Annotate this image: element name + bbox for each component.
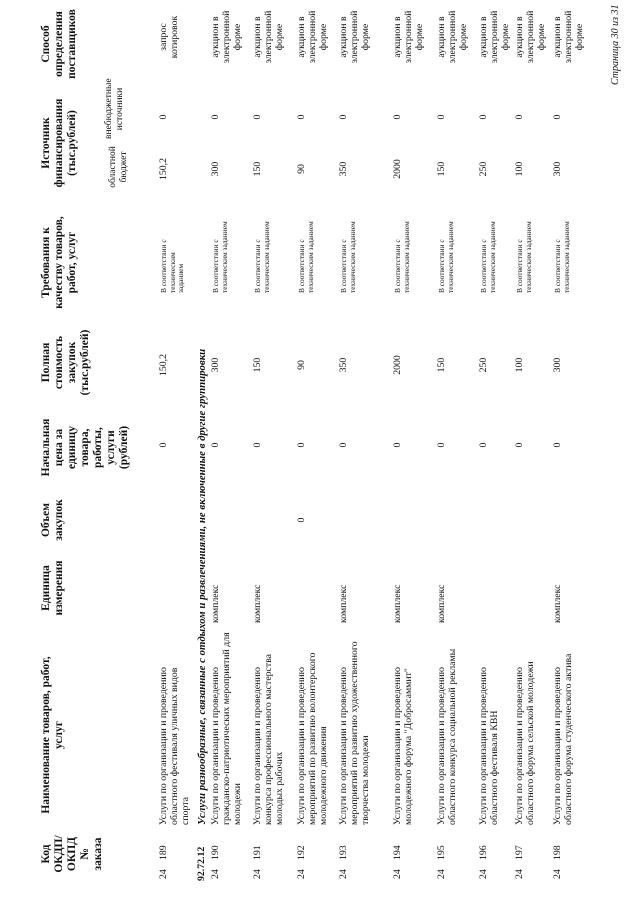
row-code: 24: [252, 869, 263, 879]
header-code: Код ОКДП/ ОКПД № заказа: [40, 835, 104, 873]
row-num: 190: [210, 845, 221, 860]
row-req: В соответствии с техническим заданием: [553, 221, 571, 293]
row-price: 0: [392, 442, 403, 448]
row-code: 24: [210, 869, 221, 879]
row-volume: 0: [296, 517, 307, 523]
row-req: В соответствии с техническим заданием: [393, 221, 411, 293]
row-fin-b: 0: [436, 114, 447, 120]
row-name: Услуги по организации и проведению областного фестиваля уличных видов спорта: [158, 667, 192, 825]
row-method: аукцион в электронной форме: [478, 10, 512, 64]
row-unit: комплекс: [552, 584, 563, 623]
row-method: аукцион в электронной форме: [552, 10, 586, 64]
row-code: 24: [552, 869, 563, 879]
row-fin-b: 0: [252, 114, 263, 120]
row-method: аукцион в электронной форме: [296, 10, 330, 64]
row-num: 198: [552, 845, 563, 860]
row-name: Услуги по организации и проведению областного фестиваля КВН: [478, 667, 501, 825]
row-req: В соответствии с техническим заданием: [253, 221, 271, 293]
row-code: 24: [514, 869, 525, 879]
row-total: 150: [436, 357, 447, 373]
row-method: запрос котировок: [158, 15, 181, 59]
header-name: Наименование товаров, работ, услуг: [40, 656, 65, 814]
row-num: 194: [392, 845, 403, 860]
row-req: В соответствии с техническим заданием: [339, 221, 357, 293]
row-fin-b: 0: [158, 114, 169, 120]
row-req: В соответствии с техническим заданием: [159, 239, 186, 293]
row-total: 100: [514, 357, 525, 373]
row-unit: комплекс: [210, 584, 221, 623]
row-fin-a: 300: [210, 161, 221, 177]
row-req: В соответствии с техническим заданием: [297, 221, 315, 293]
row-num: 193: [338, 845, 349, 860]
row-total: 350: [338, 357, 349, 373]
row-price: 0: [210, 442, 221, 448]
row-fin-b: 0: [210, 114, 221, 120]
header-fin-a: областной бюджет: [108, 146, 129, 188]
row-name: Услуги по организации и проведению областного форума сельской молодежи: [514, 661, 537, 825]
row-num: 191: [252, 845, 263, 860]
header-unit: Единица измерения: [40, 560, 65, 616]
row-code: 24: [436, 869, 447, 879]
header-req: Требования к качеству товаров, работ, услуг: [40, 216, 78, 309]
row-code: 24: [478, 869, 489, 879]
row-method: аукцион в электронной форме: [392, 10, 426, 64]
row-fin-a: 150: [252, 161, 263, 177]
row-num: 192: [296, 845, 307, 860]
row-unit: комплекс: [392, 584, 403, 623]
row-name: Услуги по организации и проведению мероприятий по развитию волонтерского молодежного движения: [296, 652, 330, 825]
row-method: аукцион в электронной форме: [436, 10, 470, 64]
row-code: 24: [296, 869, 307, 879]
row-method: аукцион в электронной форме: [252, 10, 286, 64]
row-fin-b: 0: [338, 114, 349, 120]
row-name: Услуги по организации и проведению областного конкурса социальной рекламы: [436, 648, 459, 825]
row-name: Услуги по организации и проведению конкурса профессионального мастерства молодых рабочих: [252, 653, 286, 825]
group-title: Услуги разнообразные, связанные с отдыхом и развлечениями, не включенные в другие группировки: [196, 348, 208, 825]
row-total: 300: [552, 357, 563, 373]
row-fin-b: 0: [478, 114, 489, 120]
row-price: 0: [338, 442, 349, 448]
row-total: 2000: [392, 355, 403, 375]
row-fin-a: 150,2: [158, 157, 169, 181]
row-req: В соответствии с техническим заданием: [515, 221, 533, 293]
header-volume: Объем закупок: [40, 499, 65, 541]
row-name: Услуги по организации и проведению мероприятий по развитию художественного творчества молодежи: [338, 641, 372, 825]
row-code: 24: [392, 869, 403, 879]
row-code: 24: [158, 869, 169, 879]
row-req: В соответствии с техническим заданием: [211, 221, 229, 293]
row-total: 150: [252, 357, 263, 373]
row-method: аукцион в электронной форме: [514, 10, 548, 64]
row-fin-b: 0: [552, 114, 563, 120]
row-name: Услуги по организации и проведению гражданско-патриотических мероприятий для молодежи: [210, 632, 244, 825]
row-num: 197: [514, 845, 525, 860]
header-method: Способ определения поставщиков: [40, 9, 78, 79]
row-price: 0: [478, 442, 489, 448]
row-fin-a: 90: [296, 164, 307, 174]
row-price: 0: [436, 442, 447, 448]
row-name: Услуги по организации и проведению областного форума студенческого актива: [552, 653, 575, 825]
row-unit: комплекс: [436, 584, 447, 623]
row-num: 189: [158, 845, 169, 860]
row-method: аукцион в электронной форме: [210, 10, 244, 64]
row-price: 0: [296, 442, 307, 448]
row-total: 250: [478, 357, 489, 373]
row-unit: комплекс: [252, 584, 263, 623]
row-req: В соответствии с техническим заданием: [479, 221, 497, 293]
row-fin-b: 0: [514, 114, 525, 120]
header-fin-b: внебюджетные источники: [104, 78, 125, 139]
row-fin-a: 100: [514, 161, 525, 177]
row-code: 24: [338, 869, 349, 879]
group-code: 92.72.12: [196, 846, 207, 881]
row-price: 0: [514, 442, 525, 448]
row-price: 0: [252, 442, 263, 448]
row-fin-b: 0: [392, 114, 403, 120]
row-num: 195: [436, 845, 447, 860]
header-price: Начальная цена за единицу товара, работы, услуги (рублей): [40, 418, 130, 477]
row-total: 90: [296, 360, 307, 370]
row-price: 0: [158, 442, 169, 448]
row-name: Услуги по организации и проведению молодежного форума "Добросаммит": [392, 667, 415, 825]
header-fin: Источник финансирования (тыс.рублей): [40, 98, 78, 188]
row-total: 300: [210, 357, 221, 373]
row-num: 196: [478, 845, 489, 860]
row-fin-a: 350: [338, 161, 349, 177]
row-req: В соответствии с техническим заданием: [437, 221, 455, 293]
page-footer: Страница 30 из 31: [610, 4, 621, 85]
header-total: Полная стоимость закупок (тыс.рублей): [40, 329, 91, 396]
row-fin-b: 0: [296, 114, 307, 120]
row-fin-a: 2000: [392, 159, 403, 179]
row-method: аукцион в электронной форме: [338, 10, 372, 64]
row-total: 150,2: [158, 353, 169, 377]
row-fin-a: 300: [552, 161, 563, 177]
row-price: 0: [552, 442, 563, 448]
row-fin-a: 150: [436, 161, 447, 177]
row-fin-a: 250: [478, 161, 489, 177]
row-unit: комплекс: [338, 584, 349, 623]
